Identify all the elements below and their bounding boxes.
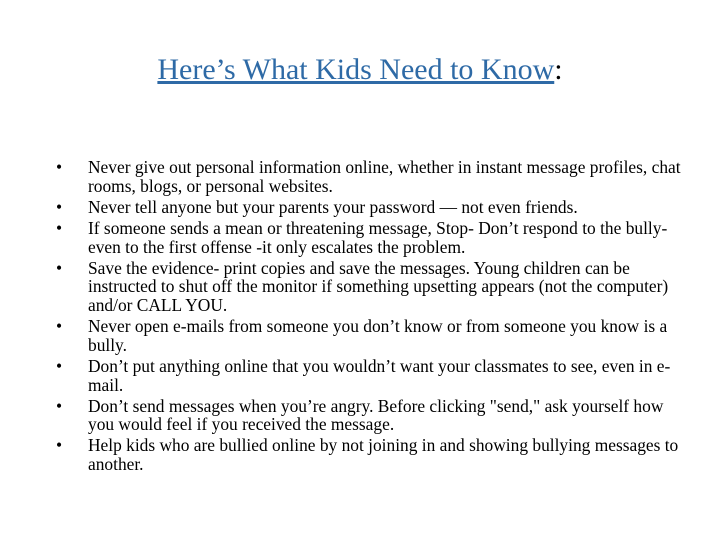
bullet-dot-icon: • [56, 355, 63, 376]
bullet-item-5 [56, 317, 686, 355]
bullet-text: Help kids who are bullied online by not joining in and showing bullying messages to another. [88, 435, 679, 475]
bullet-text: Save the evidence- print copies and save the messages. Young children can be instructed to shut off the monitor if something upsetting appears (not the computer) and/or CALL YOU. [88, 257, 669, 316]
bullet-item-7 [56, 397, 686, 435]
bullet-list [56, 158, 686, 476]
bullet-item-6 [56, 357, 686, 395]
bullet-text: Don’t send messages when you’re angry. Before clicking "send," ask yourself how you would feel if you received the message. [88, 395, 664, 435]
bullet-item-3 [56, 219, 686, 257]
bullet-text: Never tell anyone but your parents your password — not even friends. [88, 196, 578, 217]
title-link[interactable]: Here’s What Kids Need to Know [157, 53, 555, 86]
bullet-dot-icon: • [56, 217, 63, 238]
bullet-text: If someone sends a mean or threatening message, Stop- Don’t respond to the bully- even to the first offense -it only escalates the problem. [88, 217, 668, 257]
slide-title [0, 50, 720, 90]
bullet-item-4 [56, 259, 686, 315]
bullet-dot-icon: • [56, 316, 63, 337]
bullet-item-1 [56, 158, 686, 196]
bullet-dot-icon: • [56, 157, 63, 177]
bullet-dot-icon: • [56, 257, 63, 278]
bullet-text: Don’t put anything online that you wouldn’t want your classmates to see, even in e-mail. [88, 355, 671, 395]
bullet-text: Never give out personal information online, whether in instant message profiles, chat rooms, blogs, or personal websites. [88, 157, 681, 196]
bullet-item-2 [56, 198, 686, 217]
bullet-dot-icon: • [56, 395, 63, 416]
title-colon: : [554, 53, 563, 86]
bullet-dot-icon: • [56, 196, 63, 217]
bullet-dot-icon: • [56, 435, 63, 456]
bullet-item-8 [56, 436, 686, 474]
bullet-text: Never open e-mails from someone you don’t know or from someone you know is a bully. [88, 316, 668, 355]
